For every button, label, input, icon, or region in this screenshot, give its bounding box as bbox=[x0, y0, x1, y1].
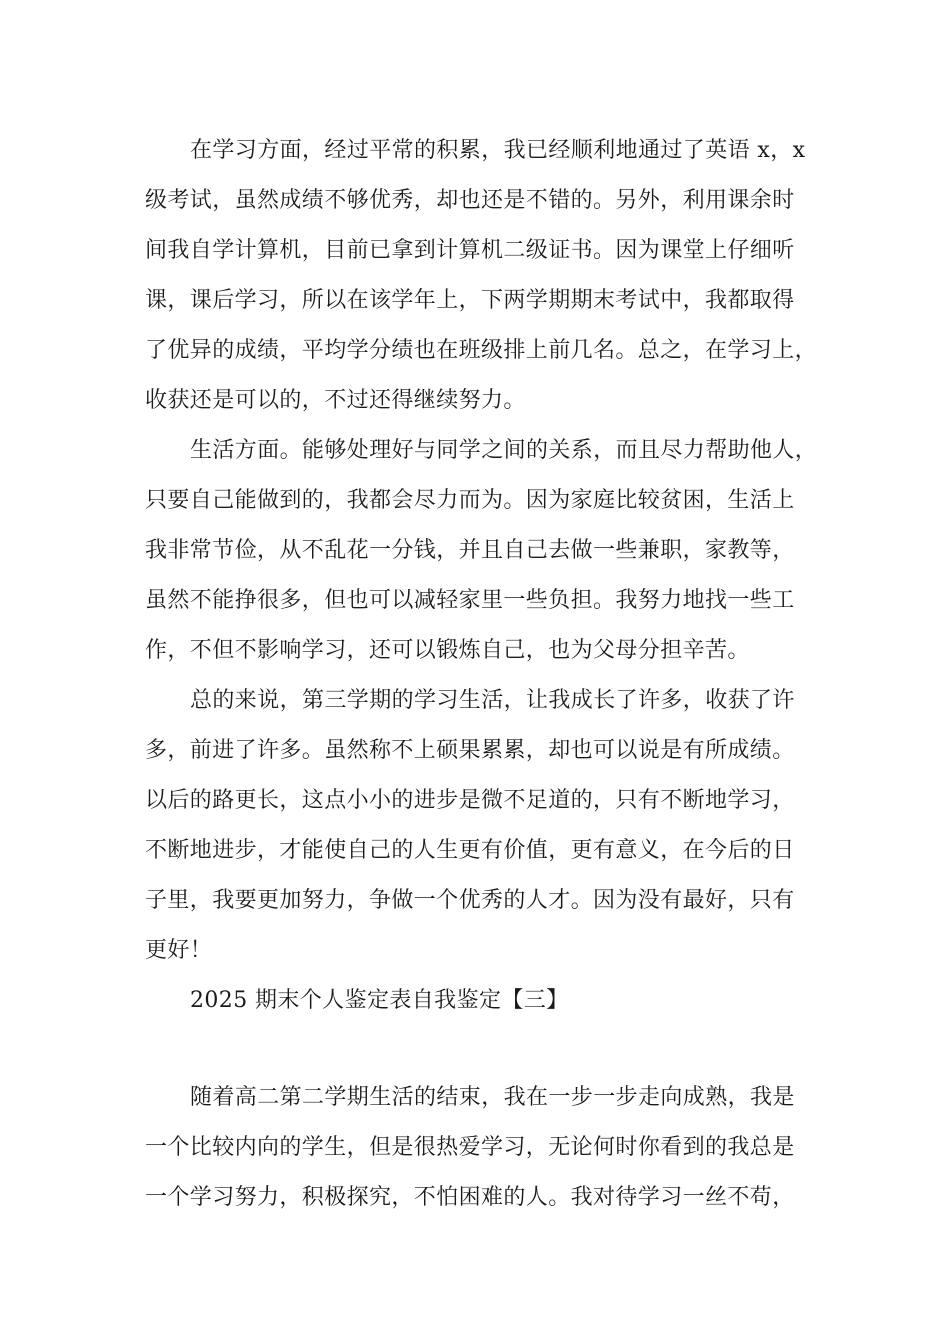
paragraph-summary-line: 总的来说，第三学期的学习生活，让我成长了许多，收获了许 bbox=[190, 688, 795, 713]
section-heading: 2025 期末个人鉴定表自我鉴定【三】 bbox=[190, 988, 569, 1013]
paragraph-summary-line: 不断地进步，才能使自己的人生更有价值，更有意义，在今后的日 bbox=[145, 838, 795, 863]
paragraph-life-line: 虽然不能挣很多，但也可以减轻家里一些负担。我努力地找一些工 bbox=[145, 588, 795, 613]
paragraph-intro-line: 一个比较内向的学生，但是很热爱学习，无论何时你看到的我总是 bbox=[145, 1135, 795, 1160]
paragraph-study-line: 了优异的成绩，平均学分绩也在班级排上前几名。总之，在学习上， bbox=[145, 338, 818, 363]
paragraph-summary-line: 子里，我要更加努力，争做一个优秀的人才。因为没有最好，只有 bbox=[145, 888, 795, 913]
paragraph-intro-line: 一个学习努力，积极探究，不怕困难的人。我对待学习一丝不苟， bbox=[145, 1185, 795, 1210]
paragraph-life-line: 只要自己能做到的，我都会尽力而为。因为家庭比较贫困，生活上 bbox=[145, 488, 795, 513]
paragraph-summary-line: 多，前进了许多。虽然称不上硕果累累，却也可以说是有所成绩。 bbox=[145, 738, 795, 763]
paragraph-study-line: 级考试，虽然成绩不够优秀，却也还是不错的。另外，利用课余时 bbox=[145, 188, 795, 213]
paragraph-study-line: 间我自学计算机，目前已拿到计算机二级证书。因为课堂上仔细听 bbox=[145, 238, 795, 263]
paragraph-study-line: 在学习方面，经过平常的积累，我已经顺利地通过了英语 x，x bbox=[190, 138, 806, 163]
paragraph-life-line: 生活方面。能够处理好与同学之间的关系，而且尽力帮助他人， bbox=[190, 438, 818, 463]
paragraph-life-line: 我非常节俭，从不乱花一分钱，并且自己去做一些兼职，家教等， bbox=[145, 538, 795, 563]
paragraph-study-line: 课，课后学习，所以在该学年上，下两学期期末考试中，我都取得 bbox=[145, 288, 795, 313]
paragraph-summary-line: 更好！ bbox=[145, 938, 213, 963]
paragraph-summary-line: 以后的路更长，这点小小的进步是微不足道的，只有不断地学习， bbox=[145, 788, 795, 813]
paragraph-intro-line: 随着高二第二学期生活的结束，我在一步一步走向成熟，我是 bbox=[190, 1085, 795, 1110]
paragraph-life-line: 作，不但不影响学习，还可以锻炼自己，也为父母分担辛苦。 bbox=[145, 638, 750, 663]
paragraph-study-line: 收获还是可以的，不过还得继续努力。 bbox=[145, 388, 526, 413]
